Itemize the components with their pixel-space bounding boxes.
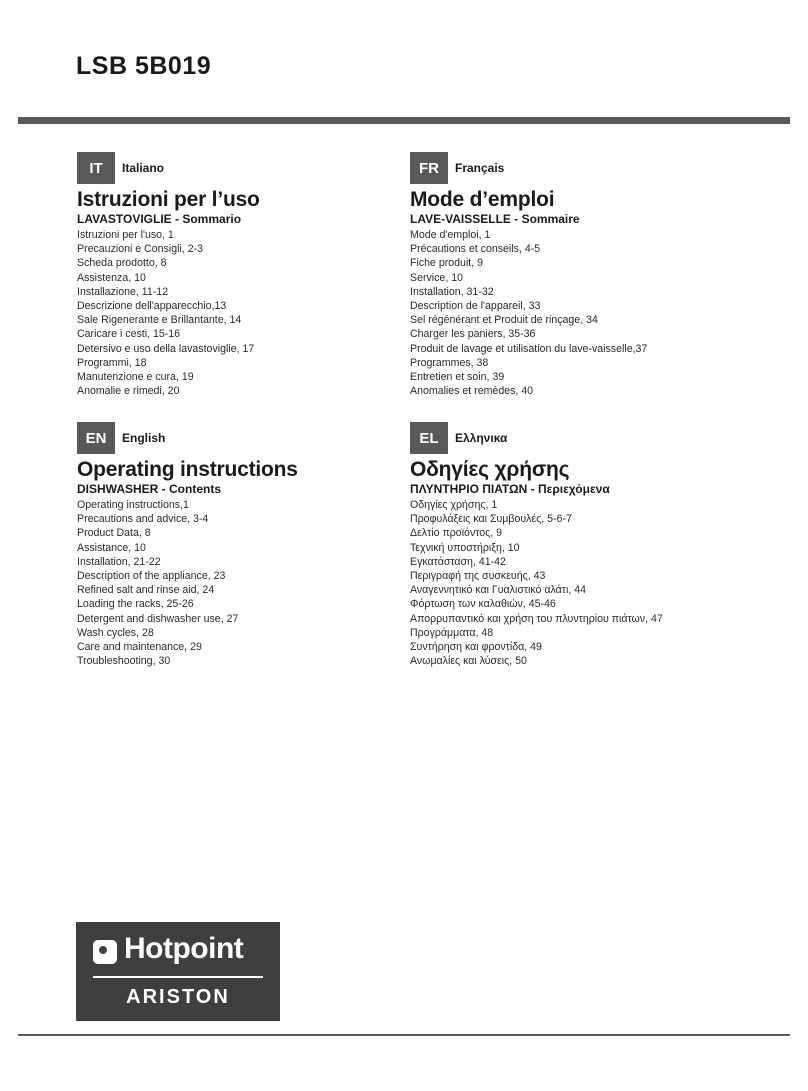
toc-item: Συντήρηση και φροντίδα, 49 (410, 641, 542, 654)
bottom-divider (18, 1034, 790, 1036)
table-of-contents (77, 498, 407, 668)
section-title: Operating instructions (77, 458, 298, 481)
table-of-contents (410, 498, 740, 668)
language-header (410, 152, 740, 184)
section-subtitle: LAVE-VAISSELLE - Sommaire (410, 212, 580, 226)
section-subtitle: LAVASTOVIGLIE - Sommario (77, 212, 242, 226)
toc-item: Απορρυπαντικό και χρήση του πλυντηρίου πιάτων, 47 (410, 612, 663, 625)
language-code-badge: IT (77, 152, 115, 184)
toc-item: Description de l'appareil, 33 (410, 300, 541, 313)
language-code-badge: FR (410, 152, 448, 184)
toc-item: Wash cycles, 28 (77, 626, 154, 639)
toc-item: Caricare i cesti, 15-16 (77, 328, 181, 341)
logo-brand-top: Hotpoint (124, 932, 244, 965)
toc-item: Loading the racks, 25-26 (77, 598, 194, 611)
model-title: LSB 5B019 (76, 52, 212, 80)
toc-item: Operating instructions,1 (77, 499, 189, 511)
toc-item: Φόρτωση των καλαθιών, 45-46 (410, 598, 556, 611)
hotpoint-ariston-logo (76, 922, 280, 1021)
toc-item: Charger les paniers, 35-36 (410, 328, 536, 341)
language-name: Italiano (122, 161, 165, 175)
toc-item: Precautions and advice, 3-4 (77, 513, 209, 526)
toc-item: Programmi, 18 (77, 356, 147, 369)
language-header (77, 422, 407, 454)
toc-item: Product Data, 8 (77, 527, 151, 540)
section-greek (410, 422, 740, 668)
language-code-badge: EN (77, 422, 115, 454)
toc-item: Sale Rigenerante e Brillantante, 14 (77, 314, 242, 327)
table-of-contents (410, 228, 740, 398)
top-divider (18, 117, 790, 124)
logo-divider (93, 976, 263, 978)
toc-item: Fiche produit, 9 (410, 257, 484, 270)
section-title: Οδηγίες χρήσης (410, 458, 570, 481)
toc-item: Précautions et conseils, 4-5 (410, 243, 541, 256)
toc-item: Εγκατάσταση, 41-42 (410, 555, 506, 568)
toc-item: Installation, 31-32 (410, 285, 494, 298)
toc-item: Detersivo e uso della lavastoviglie, 17 (77, 342, 255, 355)
toc-item: Description of the appliance, 23 (77, 570, 226, 583)
section-title: Mode d’emploi (410, 188, 555, 211)
toc-item: Mode d'emploi, 1 (410, 229, 491, 241)
toc-item: Service, 10 (410, 271, 463, 284)
section-subtitle: DISHWASHER - Contents (77, 482, 221, 496)
toc-item: Assistance, 10 (77, 541, 146, 554)
toc-item: Προφυλάξεις και Συμβουλές, 5-6-7 (410, 513, 572, 526)
toc-item: Anomalies et remèdes, 40 (410, 385, 534, 398)
toc-item: Produit de lavage et utilisation du lave-vaisselle,37 (410, 342, 648, 355)
language-name: English (122, 431, 166, 445)
toc-item: Precauzioni e Consigli, 2-3 (77, 243, 204, 256)
language-code-badge: EL (410, 422, 448, 454)
toc-item: Installazione, 11-12 (77, 285, 169, 298)
table-of-contents (77, 228, 407, 398)
toc-item: Scheda prodotto, 8 (77, 257, 167, 270)
language-header (77, 152, 407, 184)
logo-brand-bottom: ARISTON (126, 986, 230, 1008)
toc-item: Anomalie e rimedi, 20 (77, 385, 180, 398)
toc-item: Care and maintenance, 29 (77, 641, 202, 654)
section-english (77, 422, 407, 668)
toc-item: Assistenza, 10 (77, 271, 146, 284)
language-header (410, 422, 740, 454)
section-subtitle: ΠΛΥΝΤΗΡΙΟ ΠΙΑΤΩΝ - Περιεχόμενα (410, 482, 610, 496)
toc-item: Περιγραφή της συσκευής, 43 (410, 570, 546, 583)
section-italian (77, 152, 407, 398)
toc-item: Detergent and dishwasher use, 27 (77, 612, 239, 625)
toc-item: Istruzioni per l'uso, 1 (77, 229, 174, 241)
hotpoint-logo-icon (93, 940, 117, 964)
toc-item: Entretien et soin, 39 (410, 371, 505, 384)
language-name: Français (455, 161, 505, 175)
section-french (410, 152, 740, 398)
toc-item: Ανωμαλίες και λύσεις, 50 (410, 655, 527, 668)
toc-item: Αναγεννητικό και Γυαλιστικό αλάτι, 44 (410, 584, 587, 597)
toc-item: Manutenzione e cura, 19 (77, 371, 194, 384)
toc-item: Δελτίο προϊόντος, 9 (410, 527, 503, 540)
toc-item: Προγράμματα, 48 (410, 626, 494, 639)
toc-item: Programmes, 38 (410, 356, 489, 369)
section-title: Istruzioni per l’uso (77, 188, 260, 211)
toc-item: Troubleshooting, 30 (77, 655, 171, 668)
language-name: Ελληνικα (455, 431, 508, 445)
toc-item: Refined salt and rinse aid, 24 (77, 584, 215, 597)
toc-item: Installation, 21-22 (77, 555, 161, 568)
toc-item: Sel régénérant et Produit de rinçage, 34 (410, 314, 598, 327)
toc-item: Οδηγίες χρήσης, 1 (410, 499, 498, 511)
toc-item: Τεχνική υποστήριξη, 10 (410, 541, 520, 554)
toc-item: Descrizione dell'apparecchio,13 (77, 300, 227, 313)
